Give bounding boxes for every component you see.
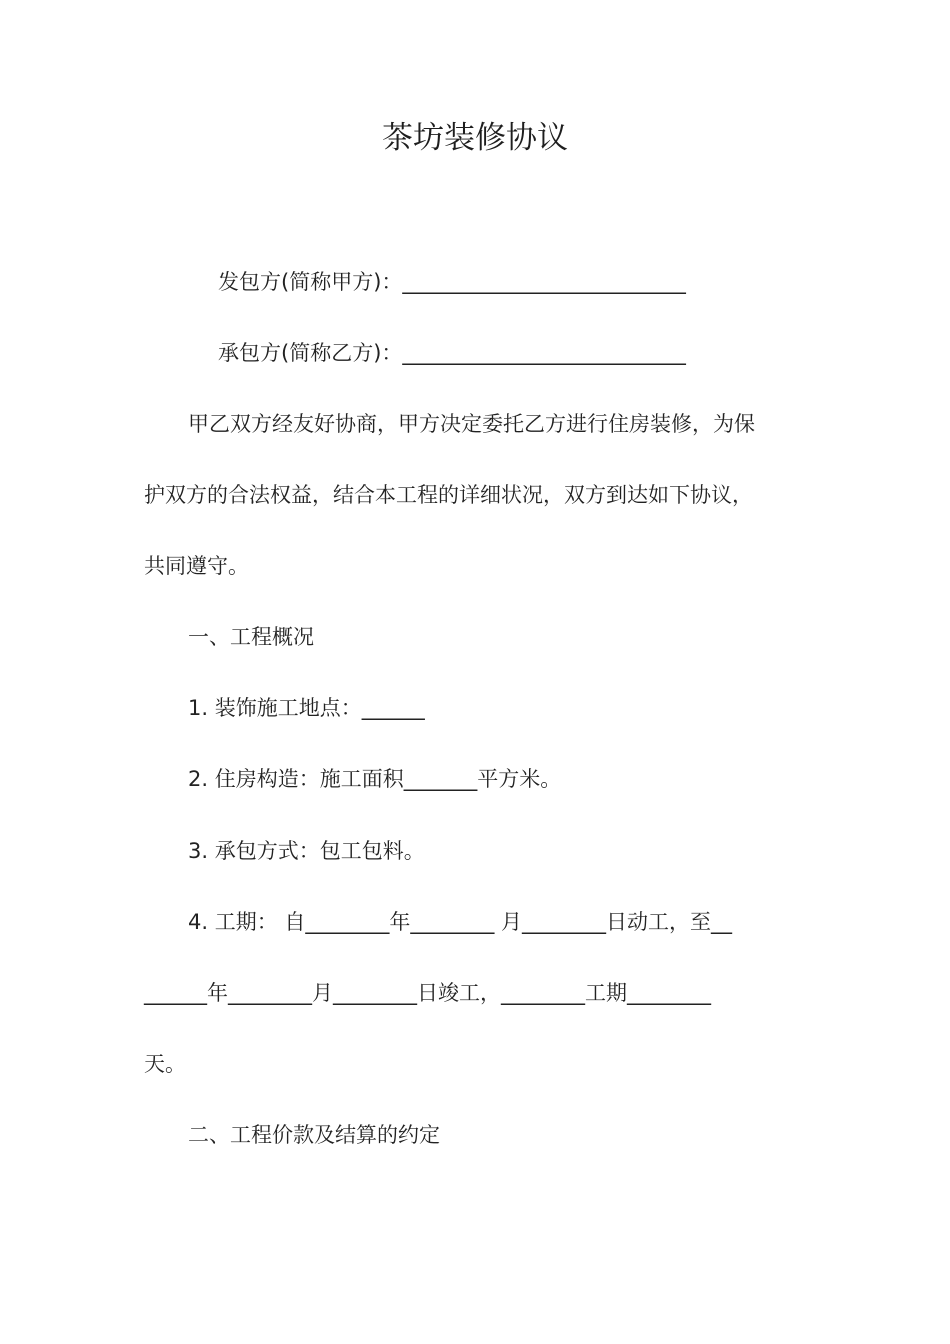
clause-item-1: 1. 装饰施工地点：______ — [188, 696, 425, 720]
clause-item-4-line-1: 4. 工期： 自________年________ 月________日动工，至__ — [188, 910, 733, 934]
section-heading-1: 一、工程概况 — [188, 625, 314, 649]
document-title: 茶坊装修协议 — [382, 120, 568, 156]
party-b-line: 承包方(简称乙方)：___________________________ — [218, 341, 686, 365]
party-a-line: 发包方(简称甲方)：___________________________ — [218, 270, 686, 294]
clause-item-2: 2. 住房构造：施工面积_______平方米。 — [188, 767, 562, 791]
intro-paragraph-line-2: 护双方的合法权益，结合本工程的详细状况，双方到达如下协议， — [144, 483, 753, 507]
clause-item-4-line-3: 天。 — [144, 1052, 186, 1076]
clause-item-3: 3. 承包方式：包工包料。 — [188, 839, 425, 863]
intro-paragraph-line-1: 甲乙双方经友好协商，甲方决定委托乙方进行住房装修，为保 — [188, 412, 755, 436]
section-heading-2: 二、工程价款及结算的约定 — [188, 1123, 440, 1147]
intro-paragraph-line-3: 共同遵守。 — [144, 554, 249, 578]
clause-item-4-line-2: ______年________月________日竣工，________工期________ — [144, 981, 711, 1005]
